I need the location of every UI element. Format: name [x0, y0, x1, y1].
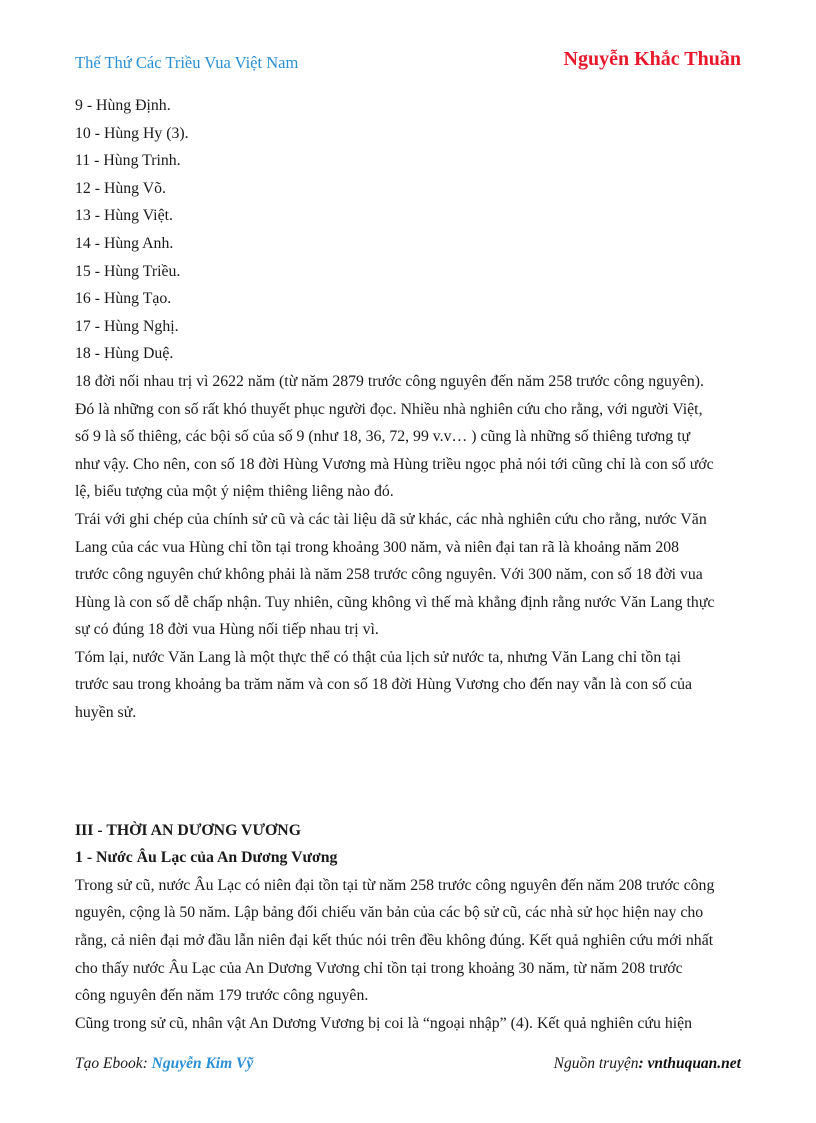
text-line: rằng, cả niên đại mở đầu lẫn niên đại kết thúc nói trên đều không đúng. Kết quả nghiên cứu mới nhất — [75, 932, 714, 950]
text-line: cho thấy nước Âu Lạc của An Dương Vương chỉ tồn tại trong khoảng 30 năm, từ năm 208 trước — [75, 959, 683, 977]
list-item: 10 - Hùng Hy (3). — [75, 124, 189, 142]
list-item: 14 - Hùng Anh. — [75, 234, 174, 252]
text-line: Hùng là con số dễ chấp nhận. Tuy nhiên, cũng không vì thế mà khẳng định rằng nước Văn Lang thực — [75, 593, 715, 611]
text-line: lệ, biểu tượng của một ý niệm thiêng liêng nào đó. — [75, 483, 394, 501]
list-item: 17 - Hùng Nghị. — [75, 317, 179, 335]
source-label: Nguồn truyện — [553, 1055, 639, 1072]
text-line: như vậy. Cho nên, con số 18 đời Hùng Vương mà Hùng triều ngọc phả nói tới cũng chỉ là con số ước — [75, 455, 714, 473]
ebook-label: Tạo Ebook — [75, 1055, 143, 1072]
text-line: Đó là những con số rất khó thuyết phục người đọc. Nhiều nhà nghiên cứu cho rằng, với người Việt, — [75, 400, 703, 418]
subsection-heading: 1 - Nước Âu Lạc của An Dương Vương — [75, 849, 338, 867]
text-line: Cũng trong sử cũ, nhân vật An Dương Vương bị coi là “ngoại nhập” (4). Kết quả nghiên cứu hiện — [75, 1014, 693, 1032]
paragraph-summary — [75, 644, 745, 727]
text-line: Trái với ghi chép của chính sử cũ và các tài liệu dã sử khác, các nhà nghiên cứu cho rằng, nước Văn — [75, 510, 707, 528]
list-item: 13 - Hùng Việt. — [75, 207, 173, 225]
text-line: trước sau trong khoảng ba trăm năm và con số 18 đời Hùng Vương cho đến nay vẫn là con số của — [75, 676, 693, 694]
paragraph-au-lac — [75, 872, 745, 1010]
source-credit — [554, 1055, 741, 1073]
page-header — [75, 46, 741, 76]
book-title: Thế Thứ Các Triều Vua Việt Nam — [75, 53, 299, 72]
text-line: Trong sử cũ, nước Âu Lạc có niên đại tồn tại từ năm 258 trước công nguyên đến năm 208 trước công — [75, 876, 715, 894]
text-line: công nguyên đến năm 179 trước công nguyên. — [75, 987, 369, 1005]
list-item: 11 - Hùng Trinh. — [75, 152, 181, 170]
section-spacer — [75, 727, 745, 817]
list-item: 12 - Hùng Võ. — [75, 179, 166, 197]
text-line: nguyên, cộng là 50 năm. Lập bảng đối chiếu văn bản của các bộ sử cũ, các nhà sử học hiện nay cho — [75, 904, 704, 922]
ebook-separator: : — [142, 1055, 152, 1072]
source-separator: : — [638, 1055, 648, 1072]
ebook-creator-name: Nguyễn Kim Vỹ — [151, 1055, 254, 1072]
text-line: Tóm lại, nước Văn Lang là một thực thể có thật của lịch sử nước ta, nhưng Văn Lang chỉ tồn tại — [75, 648, 681, 666]
ebook-credit — [75, 1055, 253, 1073]
author-name: Nguyễn Khắc Thuần — [563, 48, 741, 70]
source-site: vnthuquan.net — [647, 1055, 741, 1072]
list-item: 18 - Hùng Duệ. — [75, 345, 174, 363]
text-line: số 9 là số thiêng, các bội số của số 9 (như 18, 36, 72, 99 v.v… ) cũng là những số thiêng tương tự — [75, 428, 691, 446]
text-line: sự có đúng 18 đời vua Hùng nối tiếp nhau trị vì. — [75, 621, 379, 639]
text-line: 18 đời nối nhau trị vì 2622 năm (từ năm 2879 trước công nguyên đến năm 258 trước công nguyên). — [75, 372, 704, 390]
page-body — [75, 92, 745, 1037]
king-list — [75, 92, 745, 368]
text-line: trước công nguyên chứ không phải là năm 258 trước công nguyên. Với 300 năm, con số 18 đời vua — [75, 566, 703, 584]
section-heading: III - THỜI AN DƯƠNG VƯƠNG — [75, 821, 302, 839]
text-line: huyền sử. — [75, 704, 137, 722]
paragraph-18-generations — [75, 368, 745, 506]
text-line: Lang của các vua Hùng chỉ tồn tại trong khoảng 300 năm, và niên đại tan rã là khoảng năm 208 — [75, 538, 680, 556]
paragraph-van-lang-duration — [75, 506, 745, 644]
list-item: 16 - Hùng Tạo. — [75, 290, 172, 308]
list-item: 15 - Hùng Triều. — [75, 262, 181, 280]
page-footer — [75, 1055, 741, 1079]
paragraph-an-duong-vuong — [75, 1010, 745, 1038]
list-item: 9 - Hùng Định. — [75, 97, 171, 114]
